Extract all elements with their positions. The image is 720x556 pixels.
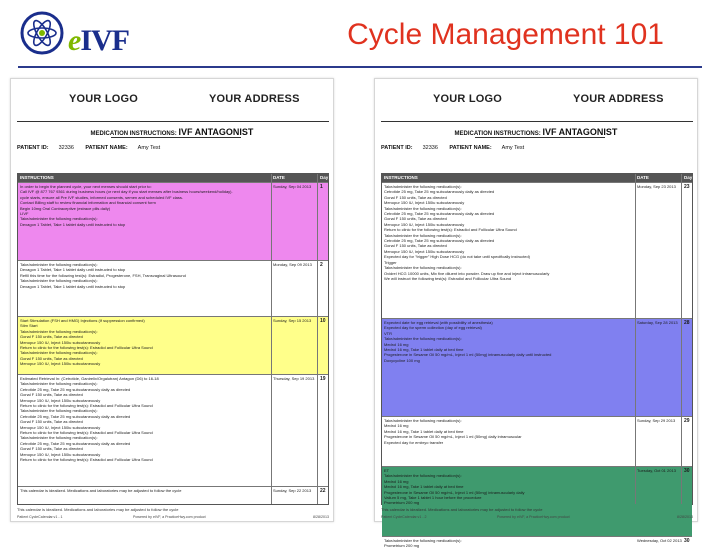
row-day: 30 [684, 538, 690, 544]
page-footer-note: This calendar is idealized. Medications and laboratories may be adjusted to follow the cycle [17, 507, 179, 512]
calendar-page-2 [374, 78, 698, 549]
patient-info: PATIENT ID: 32336 PATIENT NAME: Amy Test [17, 145, 161, 151]
footer-left: Patient CycleCalendar.v1 - 1 [17, 515, 63, 519]
footer-left: Patient CycleCalendar.v1 - 2 [381, 515, 427, 519]
divider [475, 137, 605, 138]
medication-instructions-heading: MEDICATION INSTRUCTIONS: IVF ANTAGONIST [454, 127, 618, 137]
row-instructions: In order to begin the planned cycle, your next menses should start prior to: Call IVF @ 877 767 9361 during business hours (or next day if you start menses after business hours/weekend/holiday). cycle starts, ensure all Pre IVF studies, informed consents, semen and scheduled IVF class. Contact Billing staff to review financial information and financial consent form Begin 10mg Oral Contraceptive (estrace pills daily) LIVF Take/administer the following medication(s): Dexagon 1 Tablet, Take 1 tablet daily until instructed to stop [20, 184, 233, 227]
column-header: DATE [637, 175, 649, 180]
row-date: Thursday, Sep 19 2013 [273, 376, 315, 381]
eivf-logo [16, 6, 136, 62]
row-instructions: Take/administer the following medication(s): Prometrium 200 mg [384, 538, 462, 549]
column-header: DATE [273, 175, 285, 180]
row-date: Tuesday, Oct 01 2013 [637, 468, 676, 473]
calendar-row [382, 536, 692, 556]
row-instructions: Expected date for egg retrieval (with possibility of anesthesia) Expected day for sperm collection (day of egg retrieval) VTR Take/administer the following medication(s): Medrol 16 mg Medrol 16 mg, Take 1 tablet daily at bed time Progesterone in Sesame Oil 50 mg/mL, Inject 1 ml (50mg) intramuscularly daily until instructed Doxycycline 100 mg [384, 320, 552, 363]
row-day: 19 [320, 376, 326, 382]
calendar-row [18, 486, 328, 504]
table-header [382, 174, 692, 182]
row-day: 2 [320, 262, 323, 268]
row-instructions: This calendar is idealized. Medications and laboratories may be adjusted to follow the cycle [20, 488, 182, 493]
medication-calendar-table [17, 173, 329, 505]
divider [381, 121, 693, 122]
medication-instructions-heading: MEDICATION INSTRUCTIONS: IVF ANTAGONIST [90, 127, 254, 137]
calendar-row [18, 182, 328, 260]
row-date: Sunday, Sep 22 2013 [273, 488, 312, 493]
row-day: 29 [684, 418, 690, 424]
table-body [18, 182, 328, 504]
row-instructions: Take/administer the following medication(s): Medrol 16 mg Medrol 16 mg, Take 1 tablet daily at bed time Progesterone in Sesame Oil 50 mg/mL, Inject 1 ml (50mg) daily intramuscular Expected day for embryo transfer [384, 418, 522, 445]
row-date: Saturday, Sep 28 2013 [637, 320, 678, 325]
row-date: Monday, Sep 09 2013 [273, 262, 312, 267]
calendar-row [382, 182, 692, 318]
row-day: 28 [684, 320, 690, 326]
row-instructions: ET Take/administer the following medication(s): Medrol 16 mg Medrol 16 mg, Take 1 tablet daily at bed time Progesterone in Sesame Oil 50 mg/mL, Inject 1 ml (50mg) intramuscularly daily Valium 5 mg, Take 1 tablet 1 hour before the procedure Prometrium 200 mg [384, 468, 525, 506]
row-date: Monday, Sep 23 2013 [637, 184, 676, 189]
divider [17, 121, 329, 122]
row-instructions: Estimated Retrieval In: (Cetrotide, Ganirelix/Orgalutran) Antagon (D6) to 16-18 Take/administer the following medication(s): Cetrotide 25 mg, Take 25 mg subcutaneously daily as directed Gonal F 150 units, Take as directed Menopur 150 IU, Inject 150iu subcutaneously Return to clinic for the following test(s): Estradiol and Follicular Ultra Sound Take/administer the following medication(s): Cetrotide 25 mg, Take 25 mg subcutaneously daily as directed Gonal F 150 units, Take as directed Menopur 150 IU, Inject 150iu subcutaneously Return to clinic for the following test(s): Estradiol and Follicular Ultra Sound Take/administer the following medication(s): Cetrotide 25 mg, Take 25 mg subcutaneously daily as directed Gonal F 150 units, Take as directed Menopur 150 IU, Inject 150iu subcutaneously Return to clinic for the following test(s): Estradiol and Follicular Ultra Sound [20, 376, 159, 463]
title-rule [18, 66, 702, 68]
calendar-row [18, 374, 328, 486]
calendar-row [382, 466, 692, 536]
footer-center: Powered by eIVF, a PracticeHwy.com product [497, 515, 570, 519]
column-header: INSTRUCTIONS [20, 175, 54, 180]
row-day: 22 [320, 488, 326, 494]
footer-center: Powered by eIVF, a PracticeHwy.com product [133, 515, 206, 519]
row-day: 10 [320, 318, 326, 324]
calendar-row [18, 316, 328, 374]
page-footer [381, 515, 693, 519]
your-address-text: YOUR ADDRESS [209, 93, 300, 105]
row-date: Sunday, Sep 15 2013 [273, 318, 312, 323]
divider [317, 174, 318, 504]
row-instructions: Take/administer the following medication(s): Cetrotide 25 mg, Take 25 mg subcutaneously daily as directed Gonal F 150 units, Take as directed Menopur 150 IU, Inject 150iu subcutaneously Take/administer the following medication(s): Cetrotide 25 mg, Take 25 mg subcutaneously daily as directed Gonal F 150 units, Take as directed Menopur 150 IU, Inject 150iu subcutaneously Return to clinic for the following test(s): Estradiol and Follicular Ultra Sound Take/administer the following medication(s): Cetrotide 25 mg, Take 25 mg subcutaneously daily as directed Gonal F 150 units, Take as directed Menopur 150 IU, Inject 150iu subcutaneously Expected day for "trigger" High Dose HCG (do not take until specifically instructed) Trigger Take/administer the following medication(s): Ovidrel HCG 10000 units, Mix five diluent into powder. Draw up five and inject intramuscularly We will instruct the following test(s): Estradiol and Follicular Ultra Sound [384, 184, 550, 281]
table-header [18, 174, 328, 182]
atom-icon [20, 10, 64, 56]
footer-date: 8/28/2013 [677, 515, 693, 519]
logo-text: eIVF [68, 24, 129, 57]
table-body [382, 182, 692, 556]
calendar-row [382, 416, 692, 466]
row-instructions: Take/administer the following medication(s): Dexagon 1 Tablet, Take 1 tablet daily until instructed to stop Refill this time for the following test(s): Estradiol, Progesterone, FSH, Transvaginal Ultrasound Take/administer the following medication(s): Dexagon 1 Tablet, Take 1 tablet daily until instructed to stop [20, 262, 186, 289]
calendar-row [382, 318, 692, 416]
your-address-text: YOUR ADDRESS [573, 93, 664, 105]
page-footer-note: This calendar is idealized. Medications and laboratories may be adjusted to follow the cycle [381, 507, 543, 512]
column-header: Day [320, 175, 329, 180]
footer-date: 8/28/2013 [313, 515, 329, 519]
patient-info: PATIENT ID: 32336 PATIENT NAME: Amy Test [381, 145, 525, 151]
slide-title: Cycle Management 101 [347, 18, 664, 51]
column-header: INSTRUCTIONS [384, 175, 418, 180]
row-date: Wednesday, Oct 02 2013 [637, 538, 682, 543]
divider [635, 174, 636, 504]
row-day: 1 [320, 184, 323, 190]
divider [111, 137, 241, 138]
calendar-row [18, 260, 328, 316]
divider [271, 174, 272, 504]
divider [681, 174, 682, 504]
row-day: 30 [684, 468, 690, 474]
row-instructions: Start Stimulation (FSH and HMG) Injections (If suppression confirmed) Stim Start Take/administer the following medication(s): Gonal F 150 units, Take as directed Menopur 150 IU, Inject 150iu subcutaneously Return to clinic for the following test(s): Estradiol and Follicular Ultra Sound Take/administer the following medication(s): Gonal F 150 units, Take as directed Menopur 150 IU, Inject 150iu subcutaneously [20, 318, 153, 367]
column-header: Day [684, 175, 693, 180]
your-logo-text: YOUR LOGO [433, 93, 503, 105]
your-logo-text: YOUR LOGO [69, 93, 139, 105]
row-day: 23 [684, 184, 690, 190]
row-date: Sunday, Sep 29 2013 [637, 418, 676, 423]
calendar-page-1 [10, 78, 334, 522]
row-date: Sunday, Sep 04 2013 [273, 184, 312, 189]
page-footer [17, 515, 329, 519]
